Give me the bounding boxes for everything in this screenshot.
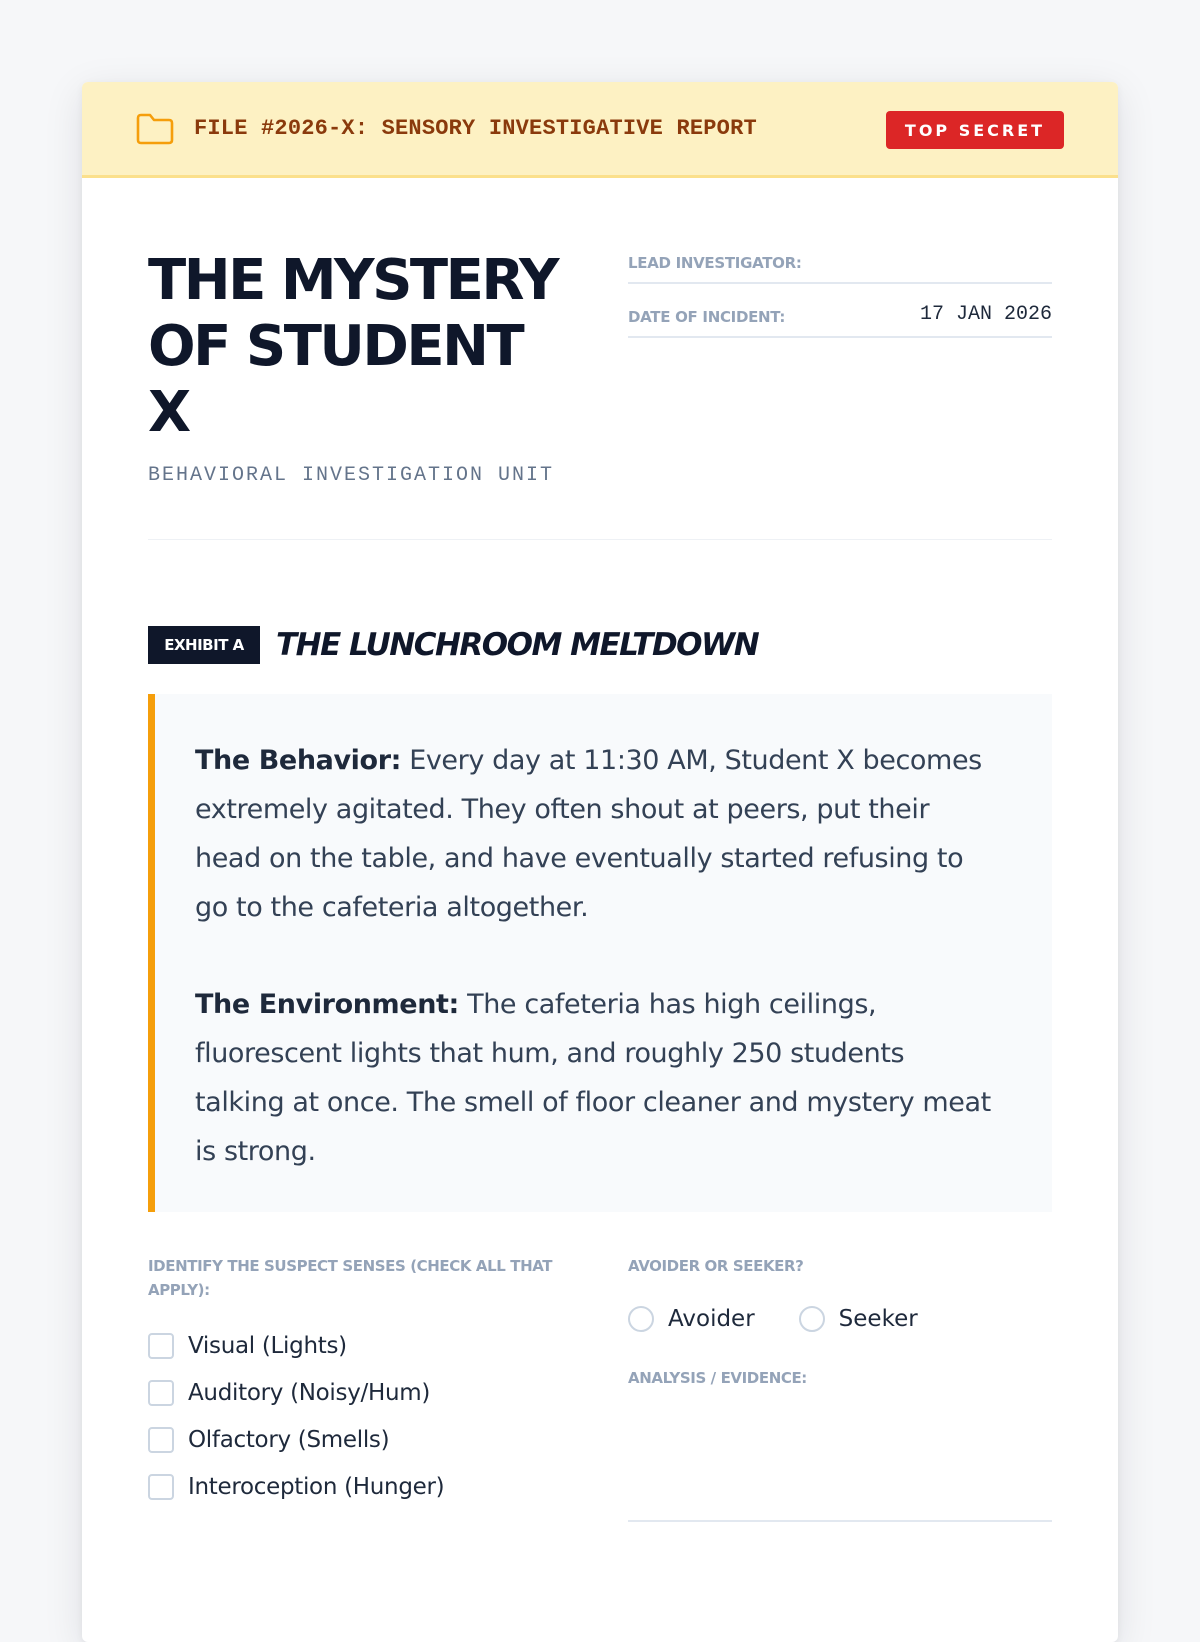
unit-subtitle: BEHAVIORAL INVESTIGATION UNIT [148,464,555,487]
exhibit-title: THE LUNCHROOM MELTDOWN [276,627,759,663]
title-row [148,178,1052,487]
interoception-checkbox[interactable] [148,1474,174,1500]
behavior-paragraph [195,736,996,932]
environment-label: The Environment: [195,989,459,1020]
seeker-option[interactable] [799,1306,918,1332]
avoider-seeker-radio-group [628,1306,1052,1332]
seeker-label: Seeker [838,1306,918,1332]
case-description [148,694,1052,1212]
lead-investigator-field[interactable] [628,242,1052,284]
date-of-incident-field[interactable] [628,284,1052,338]
olfactory-label: Olfactory (Smells) [188,1426,390,1453]
date-of-incident-label: DATE OF INCIDENT: [628,308,786,326]
section-divider [148,539,1052,540]
title-block [148,248,588,487]
file-header [82,82,1118,178]
report-content [82,178,1118,1522]
title-line-1: THE MYSTERY [148,248,557,313]
case-meta [628,248,1052,487]
senses-checklist [148,1322,588,1510]
avoider-label: Avoider [668,1306,755,1332]
sense-interoception-option[interactable] [148,1463,588,1510]
worksheet-form [148,1254,1052,1522]
senses-label: IDENTIFY THE SUSPECT SENSES (CHECK ALL THAT APPLY): [148,1257,553,1299]
senses-column [148,1254,588,1522]
visual-checkbox[interactable] [148,1333,174,1359]
avoider-radio[interactable] [628,1306,654,1332]
folder-icon [136,112,176,146]
lead-investigator-label: LEAD INVESTIGATOR: [628,254,802,272]
exhibit-header [148,626,1052,664]
file-title: FILE #2026-X: SENSORY INVESTIGATIVE REPORT [194,116,757,141]
report-card [82,82,1118,1642]
top-secret-badge: TOP SECRET [886,111,1064,149]
seeker-radio[interactable] [799,1306,825,1332]
date-of-incident-value[interactable]: 17 JAN 2026 [919,303,1052,326]
title-line-3: X [148,380,189,445]
sense-auditory-option[interactable] [148,1369,588,1416]
avoider-option[interactable] [628,1306,755,1332]
sense-visual-option[interactable] [148,1322,588,1369]
avoider-seeker-label: AVOIDER OR SEEKER? [628,1257,804,1275]
analysis-evidence-label: ANALYSIS / EVIDENCE: [628,1369,807,1387]
analysis-column [628,1254,1052,1522]
auditory-checkbox[interactable] [148,1380,174,1406]
environment-text: The cafeteria has high ceilings, fluorescent lights that hum, and roughly 250 students talking at once. The smell of floor cleaner and mystery meat is strong. [195,989,991,1167]
page-title [148,248,588,446]
analysis-evidence-line[interactable] [628,1520,1052,1522]
title-line-2: OF STUDENT [148,314,523,379]
exhibit-tag: EXHIBIT A [148,626,260,664]
olfactory-checkbox[interactable] [148,1427,174,1453]
behavior-label: The Behavior: [195,745,402,776]
behavior-text: Every day at 11:30 AM, Student X becomes extremely agitated. They often shout at peers, put their head on the table, and have eventually started refusing to go to the cafeteria altogether. [195,745,982,923]
visual-label: Visual (Lights) [188,1332,347,1359]
auditory-label: Auditory (Noisy/Hum) [188,1379,431,1406]
environment-paragraph [195,980,996,1176]
sense-olfactory-option[interactable] [148,1416,588,1463]
interoception-label: Interoception (Hunger) [188,1473,445,1500]
